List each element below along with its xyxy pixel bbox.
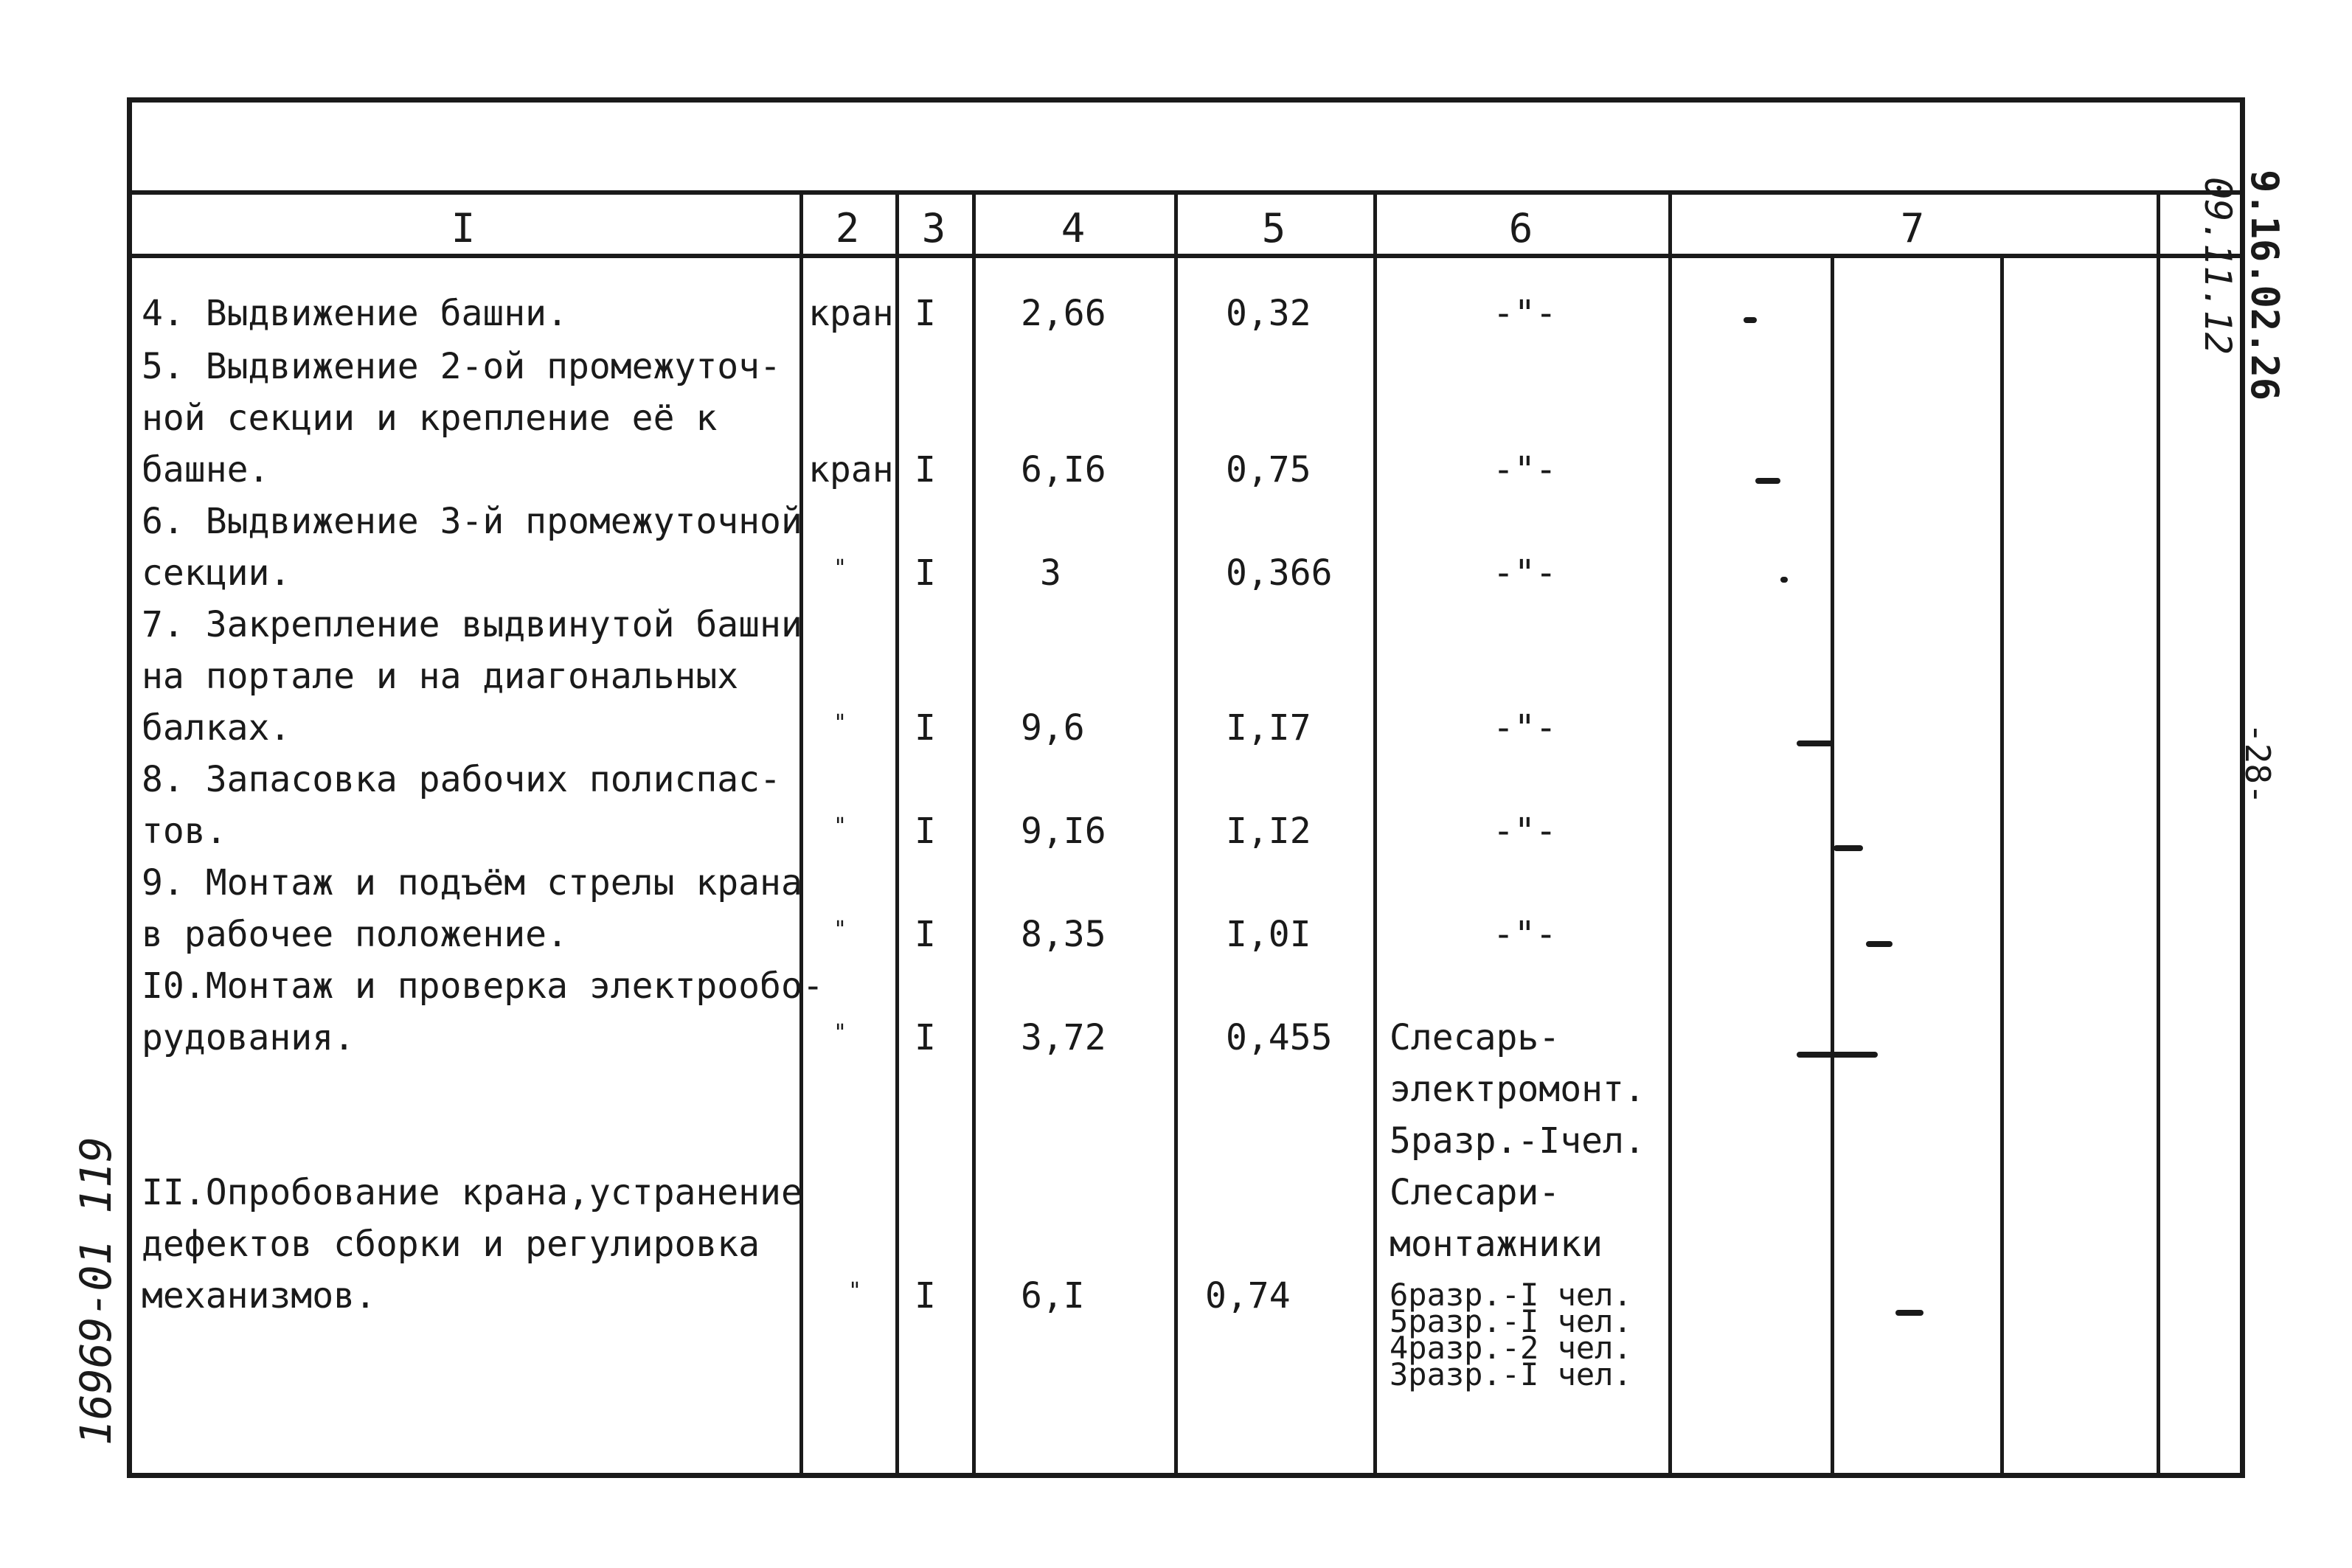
row4-ditto: -"- bbox=[1493, 293, 1557, 334]
schedule-bar-row9 bbox=[1866, 941, 1893, 947]
row9-count: I bbox=[915, 914, 936, 955]
col-divider-5 bbox=[1373, 190, 1377, 1478]
row11-crew-line4: 3разр.-I чел. bbox=[1390, 1356, 1632, 1392]
row6-value5: 0,366 bbox=[1226, 552, 1333, 594]
col-divider-6 bbox=[1668, 190, 1672, 1478]
page-number: -28- bbox=[2238, 723, 2278, 805]
row10-value4: 3,72 bbox=[1021, 1017, 1106, 1058]
schedule-bar-row8 bbox=[1834, 845, 1863, 851]
row4-count: I bbox=[915, 293, 936, 334]
row6-count: I bbox=[915, 552, 936, 594]
row5-value4: 6,I6 bbox=[1021, 449, 1106, 490]
header-col-3: 3 bbox=[921, 205, 946, 251]
row7-value5: I,I7 bbox=[1226, 707, 1311, 749]
row8-value4: 9,I6 bbox=[1021, 811, 1106, 852]
row7-line2: на портале и на диагональных bbox=[142, 656, 739, 697]
schedule-bar-row7 bbox=[1797, 740, 1834, 746]
row10-worker-line2: электромонт. bbox=[1390, 1069, 1645, 1110]
row10-worker-line3: 5разр.-Iчел. bbox=[1390, 1120, 1645, 1162]
col-divider-2 bbox=[895, 190, 899, 1478]
row7-count: I bbox=[915, 707, 936, 749]
row10-count: I bbox=[915, 1017, 936, 1058]
row4-line1: 4. Выдвижение башни. bbox=[142, 293, 568, 334]
row5-line1: 5. Выдвижение 2-ой промежуточ- bbox=[142, 346, 781, 387]
row6-line1: 6. Выдвижение 3-й промежуточной bbox=[142, 501, 802, 542]
header-col-4: 4 bbox=[1061, 205, 1086, 251]
row8-count: I bbox=[915, 811, 936, 852]
row8-line1: 8. Запасовка рабочих полиспас- bbox=[142, 759, 781, 800]
row7-line1: 7. Закрепление выдвинутой башни bbox=[142, 604, 802, 645]
schedule-bar-row5 bbox=[1755, 478, 1780, 484]
row5-ditto: -"- bbox=[1493, 449, 1557, 490]
row11-line1: II.Опробование крана,устранение bbox=[142, 1172, 802, 1213]
row6-value4: 3 bbox=[1040, 552, 1061, 594]
header-col-2: 2 bbox=[835, 205, 860, 251]
row5-line2: ной секции и крепление её к bbox=[142, 398, 718, 439]
header-col-1: I bbox=[451, 205, 476, 251]
schedule-bar-row11 bbox=[1895, 1310, 1923, 1316]
schedule-bar-row10 bbox=[1797, 1052, 1878, 1058]
row9-line1: 9. Монтаж и подъём стрелы крана bbox=[142, 862, 802, 903]
row4-value5: 0,32 bbox=[1226, 293, 1311, 334]
row10-value5: 0,455 bbox=[1226, 1017, 1333, 1058]
row5-value5: 0,75 bbox=[1226, 449, 1311, 490]
row11-worker-line2: монтажники bbox=[1390, 1224, 1603, 1265]
row11-line3: механизмов. bbox=[142, 1275, 376, 1317]
row7-ditto: -"- bbox=[1493, 707, 1557, 749]
header-col-5: 5 bbox=[1261, 205, 1286, 251]
row5-count: I bbox=[915, 449, 936, 490]
header-col-7: 7 bbox=[1900, 205, 1925, 251]
row10-worker-line1: Слесарь- bbox=[1390, 1017, 1561, 1058]
row6-unit: " bbox=[833, 555, 847, 581]
row7-unit: " bbox=[833, 710, 847, 736]
margin-date: 09.11.12 bbox=[2196, 177, 2239, 355]
col-divider-7 bbox=[2157, 190, 2160, 1478]
row11-crew-line1: 6разр.-I чел. bbox=[1390, 1277, 1632, 1313]
row7-line3: балках. bbox=[142, 707, 291, 749]
col-divider-4 bbox=[1174, 190, 1178, 1478]
row9-value5: I,0I bbox=[1226, 914, 1311, 955]
col-divider-1 bbox=[799, 190, 803, 1478]
left-stamp: 16969-01 119 bbox=[71, 1136, 121, 1446]
row9-ditto: -"- bbox=[1493, 914, 1557, 955]
row6-line2: секции. bbox=[142, 552, 291, 594]
schedule-bar-row4 bbox=[1744, 317, 1757, 323]
row9-value4: 8,35 bbox=[1021, 914, 1106, 955]
col-divider-3 bbox=[972, 190, 976, 1478]
row11-count: I bbox=[915, 1275, 936, 1317]
row9-unit: " bbox=[833, 917, 847, 943]
row11-worker-line1: Слесари- bbox=[1390, 1172, 1561, 1213]
row11-value4: 6,I bbox=[1021, 1275, 1085, 1317]
row6-ditto: -"- bbox=[1493, 552, 1557, 594]
row5-line3: башне. bbox=[142, 449, 270, 490]
col7-sub-divider-2 bbox=[2000, 254, 2004, 1478]
row4-unit: кран bbox=[808, 293, 894, 334]
row8-unit: " bbox=[833, 814, 847, 839]
row10-line2: рудования. bbox=[142, 1017, 355, 1058]
row9-line2: в рабочее положение. bbox=[142, 914, 568, 955]
row11-value5: 0,74 bbox=[1205, 1275, 1291, 1317]
row10-line1: I0.Монтаж и проверка электрообо- bbox=[142, 965, 824, 1007]
schedule-bar-row6 bbox=[1780, 577, 1788, 583]
row8-ditto: -"- bbox=[1493, 811, 1557, 852]
header-top-line bbox=[127, 190, 2245, 195]
row8-value5: I,I2 bbox=[1226, 811, 1311, 852]
header-col-6: 6 bbox=[1508, 205, 1533, 251]
row11-crew-line2: 5разр.-I чел. bbox=[1390, 1303, 1632, 1339]
row4-value4: 2,66 bbox=[1021, 293, 1106, 334]
row8-line2: тов. bbox=[142, 811, 227, 852]
row7-value4: 9,6 bbox=[1021, 707, 1085, 749]
row11-crew-line3: 4разр.-2 чел. bbox=[1390, 1330, 1632, 1366]
row10-unit: " bbox=[833, 1020, 847, 1046]
row11-unit: " bbox=[848, 1278, 862, 1304]
row11-line2: дефектов сборки и регулировка bbox=[142, 1224, 760, 1265]
row5-unit: кран bbox=[808, 449, 894, 490]
margin-code: 9.16.02.26 bbox=[2242, 170, 2286, 401]
col7-sub-divider-1 bbox=[1831, 254, 1834, 1478]
